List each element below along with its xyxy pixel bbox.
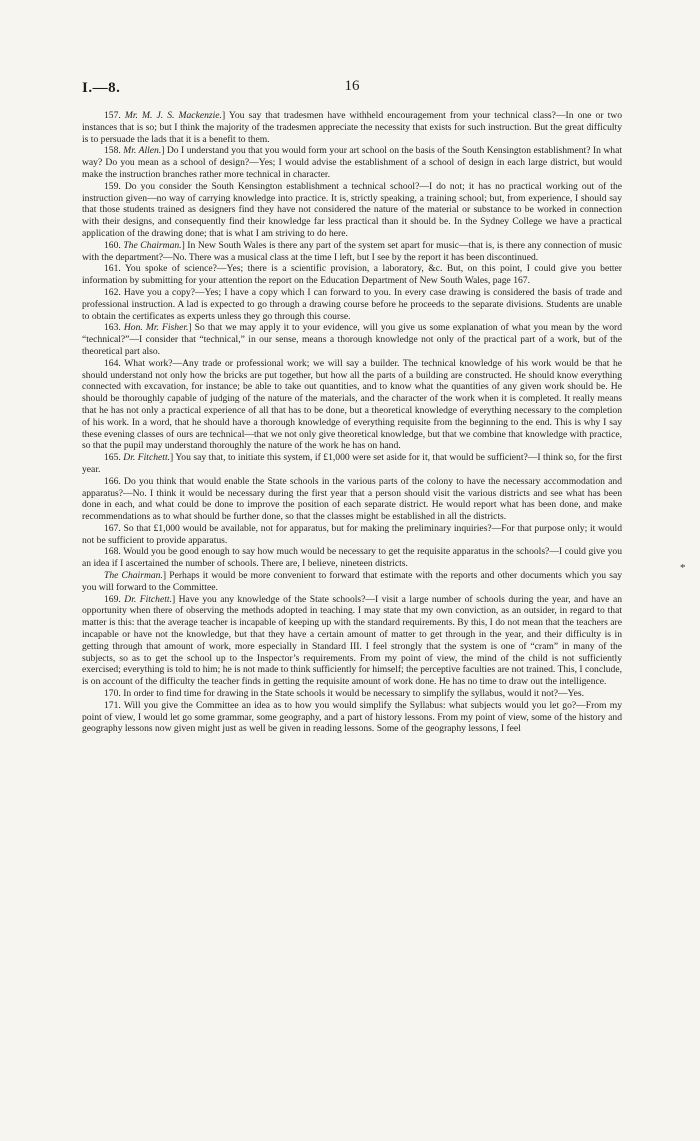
page-number: 16 — [344, 78, 360, 94]
question-number: 163. — [104, 322, 124, 334]
testimony-paragraph — [82, 476, 622, 523]
testimony-paragraph — [82, 700, 622, 735]
speaker-name: The Chairman. — [123, 239, 182, 251]
testimony-paragraph — [82, 523, 622, 547]
question-number: 164. — [104, 357, 125, 369]
testimony-paragraph — [82, 322, 622, 357]
paragraph-text: So that £1,000 would be available, not for apparatus, but for making the preliminary inquiries?—For that purpose only; it would not be sufficient to provide apparatus. — [82, 522, 622, 546]
speaker-name: The Chairman. — [104, 570, 163, 582]
paragraph-text: ] Do I understand you that you would form your art school on the basis of the South Kensington establishment? In what way? Do you mean as a school of design?—Yes; I would advise the establishment of a school of design in each large district, but would make the instruction branches rather more technical in character. — [82, 145, 622, 180]
margin-mark: * — [680, 562, 686, 574]
question-number: 171. — [104, 699, 124, 711]
question-number: 165. — [104, 452, 124, 464]
paragraph-text: ] You say that tradesmen have withheld encouragement from your technical class?—In one or two instances that is so; but I think the majority of the tradesmen appreciate the necessity that exists for such instruction. But the great difficulty is to persuade the lads that it is a benefit to them. — [82, 110, 622, 145]
testimony-paragraph — [82, 110, 622, 145]
testimony-paragraph — [82, 263, 622, 287]
question-number: 158. — [104, 145, 124, 157]
testimony-paragraph — [82, 181, 622, 240]
question-number: 169. — [104, 593, 125, 605]
testimony-paragraph — [82, 452, 622, 476]
question-number: 166. — [104, 475, 125, 487]
paragraph-text: ] Perhaps it would be more convenient to forward that estimate with the reports and other documents which you say you will forward to the Committee. — [82, 570, 622, 593]
document-page — [82, 78, 622, 735]
paragraph-text: Have you a copy?—Yes; I have a copy which I can forward to you. In every case drawing is considered the basis of trade and professional instruction. A lad is expected to go through a drawing course before he proceeds to the separate divisions. Students are unable to obtain the certificates as experts unless they go through this course. — [82, 286, 623, 322]
testimony-paragraph — [82, 240, 622, 264]
testimony-paragraph — [82, 570, 622, 594]
paragraph-text: Do you consider the South Kensington establishment a technical school?—I do not; it has no practical working out of the instruction given—no way of carrying knowledge into practice. It is, strictly speaking, a training school; but, from experience, I should say that those students trained as designers find they have not considered the nature of the material or substance to be worked in connection with their designs, and consequently find their knowledge far less practical than it should be. In the Sydney College we have a practical application of the drawing done; that is what I am striving to do here. — [82, 180, 623, 239]
paragraph-text: ] In New South Wales is there any part of the system set apart for music—that is, is there any connection of music with the department?—No. There was a musical class at the time I left, but I see by the report it has been discontinued. — [82, 239, 622, 263]
question-number: 168. — [104, 546, 124, 558]
paragraph-text: ] So that we may apply it to your evidence, will you give us some explanation of what you mean by the word “technical?”—I consider that “technical,” in our sense, means a thorough knowledge not only of the practical part of a work, but of the theoretical part also. — [82, 322, 622, 357]
paragraph-text: What work?—Any trade or professional work; we will say a builder. The technical knowledge of his work would be that he should understand not only how the bricks are put together, but how all the parts of a building are constructed. He should know everything connected with excavation, for instance; be able to take out quantities, and to know what the quantities of any given work should be. He should be thoroughly capable of judging of the nature of the materials, and the character of the work when it is completed. It really means that he has not only a practical experience of all that has to be done, but a theoretical knowledge of everything necessary to the completion of his work. In a word, that he should have a thorough knowledge of everything requisite from the beginning to the end. This is why I say these evening classes of ours are technical—that we not only give theoretical knowledge, but that we combine that knowledge with practice, so that the pupil may understand thoroughly the nature of the work he has on hand. — [82, 357, 623, 452]
paragraph-text: ] Have you any knowledge of the State schools?—I visit a large number of schools during the year, and have an opportunity when there of observing the methods adopted in teaching. I may state that my own conviction, as an outsider, in regard to that matter is this: that the average teacher is incapable of keeping up with the standard requirements. By this, I do not mean that the teachers are incapable or have not the knowledge, but that they have a certain amount of matter to get through in the year, and their difficulty is in getting through that amount of work, more especially in Standard III. I feel strongly that the system is one of “cram” in many of the subjects, so as to get the school up to the Inspector’s requirements. From my point of view, the mind of the child is not sufficiently exercised; everything is told to him; he is not made to think sufficiently for himself; the perceptive faculties are not trained. This, I conclude, is on account of the difficulty the teacher finds in getting the requisite amount of work done. He has no time to draw out the intelligence. — [82, 593, 622, 688]
testimony-paragraph — [82, 688, 622, 700]
speaker-name: Dr. Fitchett. — [124, 593, 172, 605]
section-code: I.—8. — [82, 80, 121, 96]
speaker-name: Dr. Fitchett. — [123, 452, 171, 464]
testimony-paragraph — [82, 594, 622, 688]
paragraph-text: In order to find time for drawing in the State schools it would be necessary to simplify the syllabus, would it not?—Yes. — [123, 688, 584, 700]
question-number: 170. — [104, 688, 124, 700]
speaker-name: Mr. Allen. — [123, 145, 162, 157]
question-number: 160. — [104, 239, 124, 251]
paragraph-text: ] You say that, to initiate this system, if £1,000 were set aside for it, that would be sufficient?—I think so, for the first year. — [82, 452, 622, 475]
paragraph-text: Would you be good enough to say how much would be necessary to get the requisite apparatus in the schools?—I could give you an idea if I ascertained the number of schools. There are, I believe, nineteen districts. — [82, 546, 622, 570]
paragraph-text: Do you think that would enable the State schools in the various parts of the colony to have the necessary accommodation and apparatus?—No. I think it would be necessary during the first year that a person should visit the various districts and see what has been done in each, and what could be done to improve the position of each separate district. He would report what has been done, and make recommendations as to what should be further done, so that the classes might be established in all the districts. — [82, 475, 623, 523]
speaker-name: Mr. M. J. S. Mackenzie. — [124, 110, 222, 121]
paragraph-text: Will you give the Committee an idea as to how you would simplify the Syllabus: what subjects would you let go?—From my point of view, I would let go some grammar, some geography, and a part of history lessons. From my point of view, some of the history and geography lessons now given might just as well be given in reading lessons. Some of the geography lessons, I feel — [82, 699, 622, 735]
question-number: 162. — [104, 286, 124, 298]
testimony-paragraph — [82, 358, 622, 452]
question-number: 159. — [104, 180, 125, 192]
page-header — [82, 78, 622, 98]
question-number: 157. — [104, 110, 125, 121]
body-text — [82, 110, 622, 735]
question-number: 167. — [104, 522, 124, 534]
testimony-paragraph — [82, 546, 622, 570]
paragraph-text: You spoke of science?—Yes; there is a scientific provision, a laboratory, &c. But, on this point, I could give you better information by submitting for your attention the report on the Education Department of New South Wales, page 167. — [82, 263, 622, 287]
testimony-paragraph — [82, 287, 622, 322]
question-number: 161. — [104, 263, 125, 275]
testimony-paragraph — [82, 145, 622, 180]
speaker-name: Hon. Mr. Fisher. — [123, 322, 189, 334]
